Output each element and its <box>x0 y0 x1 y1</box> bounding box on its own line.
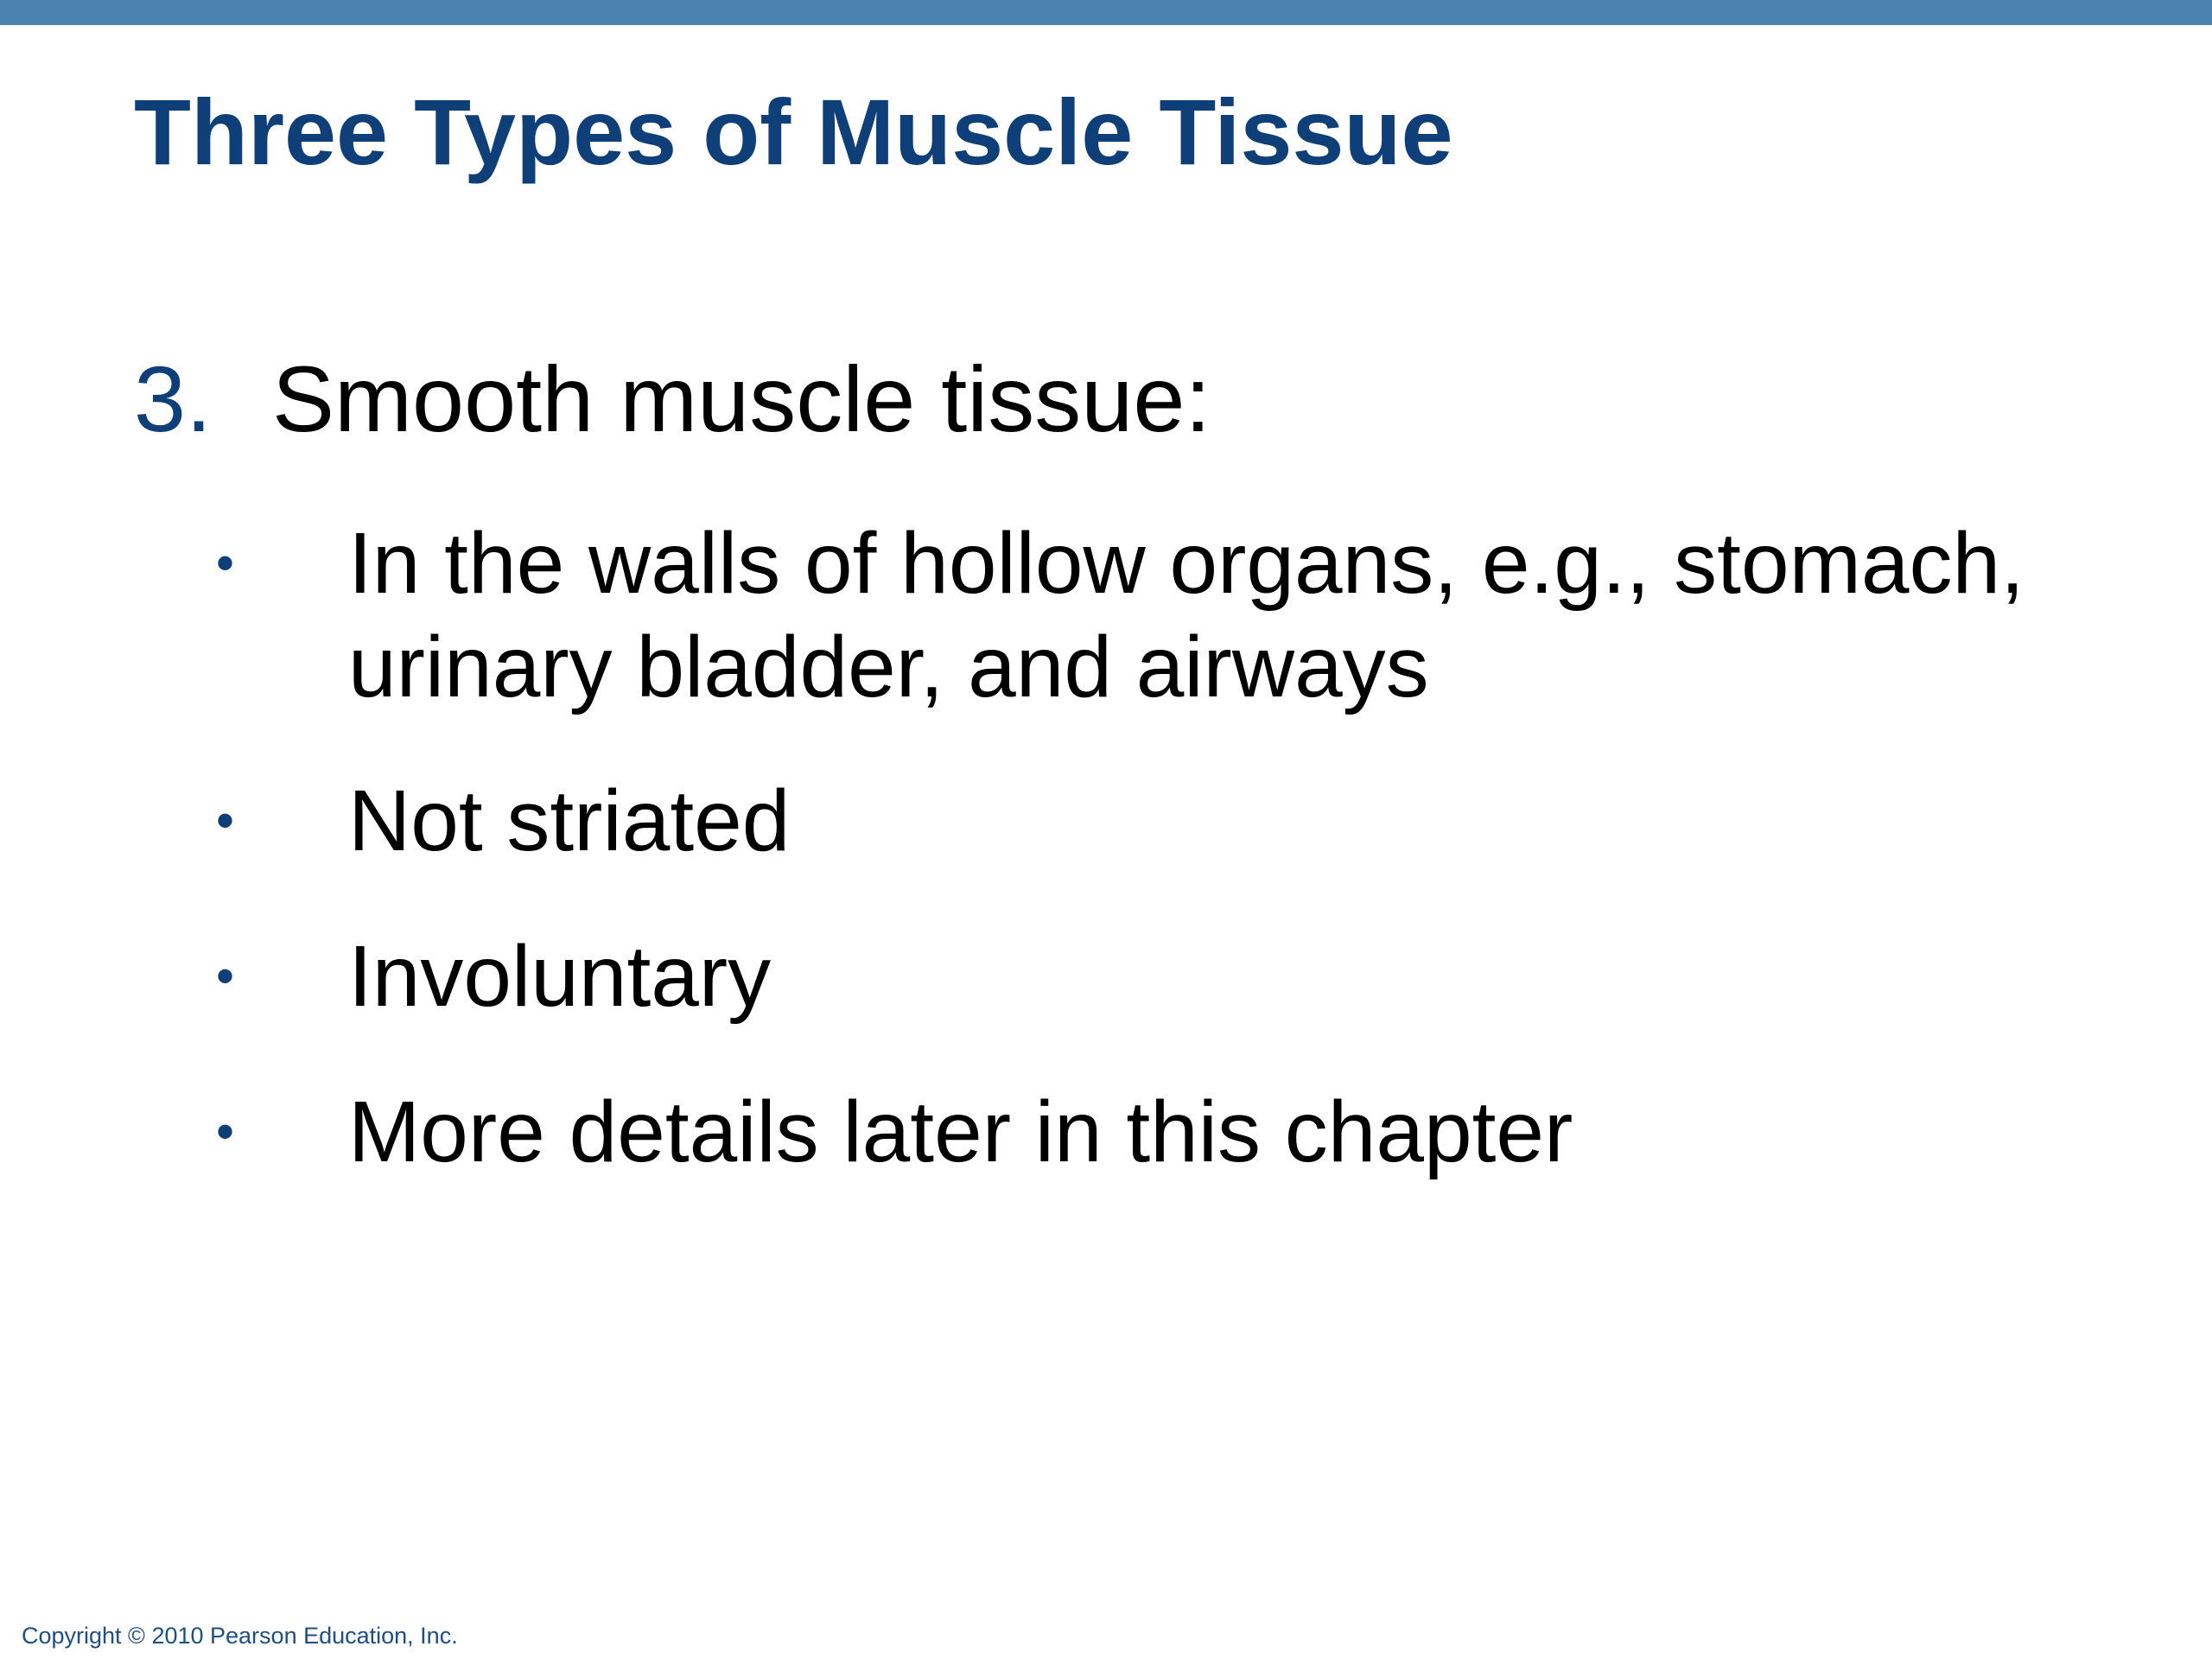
copyright-footer: Copyright © 2010 Pearson Education, Inc. <box>22 1623 458 1649</box>
bullet-text: In the walls of hollow organs, e.g., stomach, urinary bladder, and airways <box>348 515 2024 715</box>
bullet-marker: • <box>216 947 235 1005</box>
bullet-marker: • <box>216 791 235 849</box>
item-number: 3. <box>134 346 213 451</box>
bullet-text: Involuntary <box>348 928 772 1025</box>
item-heading: Smooth muscle tissue: <box>272 346 1211 451</box>
top-accent-bar <box>0 0 2212 25</box>
bullet-text: Not striated <box>348 772 791 869</box>
bullet-text: More details later in this chapter <box>348 1084 1573 1180</box>
slide-title: Three Types of Muscle Tissue <box>134 79 1453 184</box>
bullet-marker: • <box>216 534 235 592</box>
bullet-marker: • <box>216 1103 235 1160</box>
